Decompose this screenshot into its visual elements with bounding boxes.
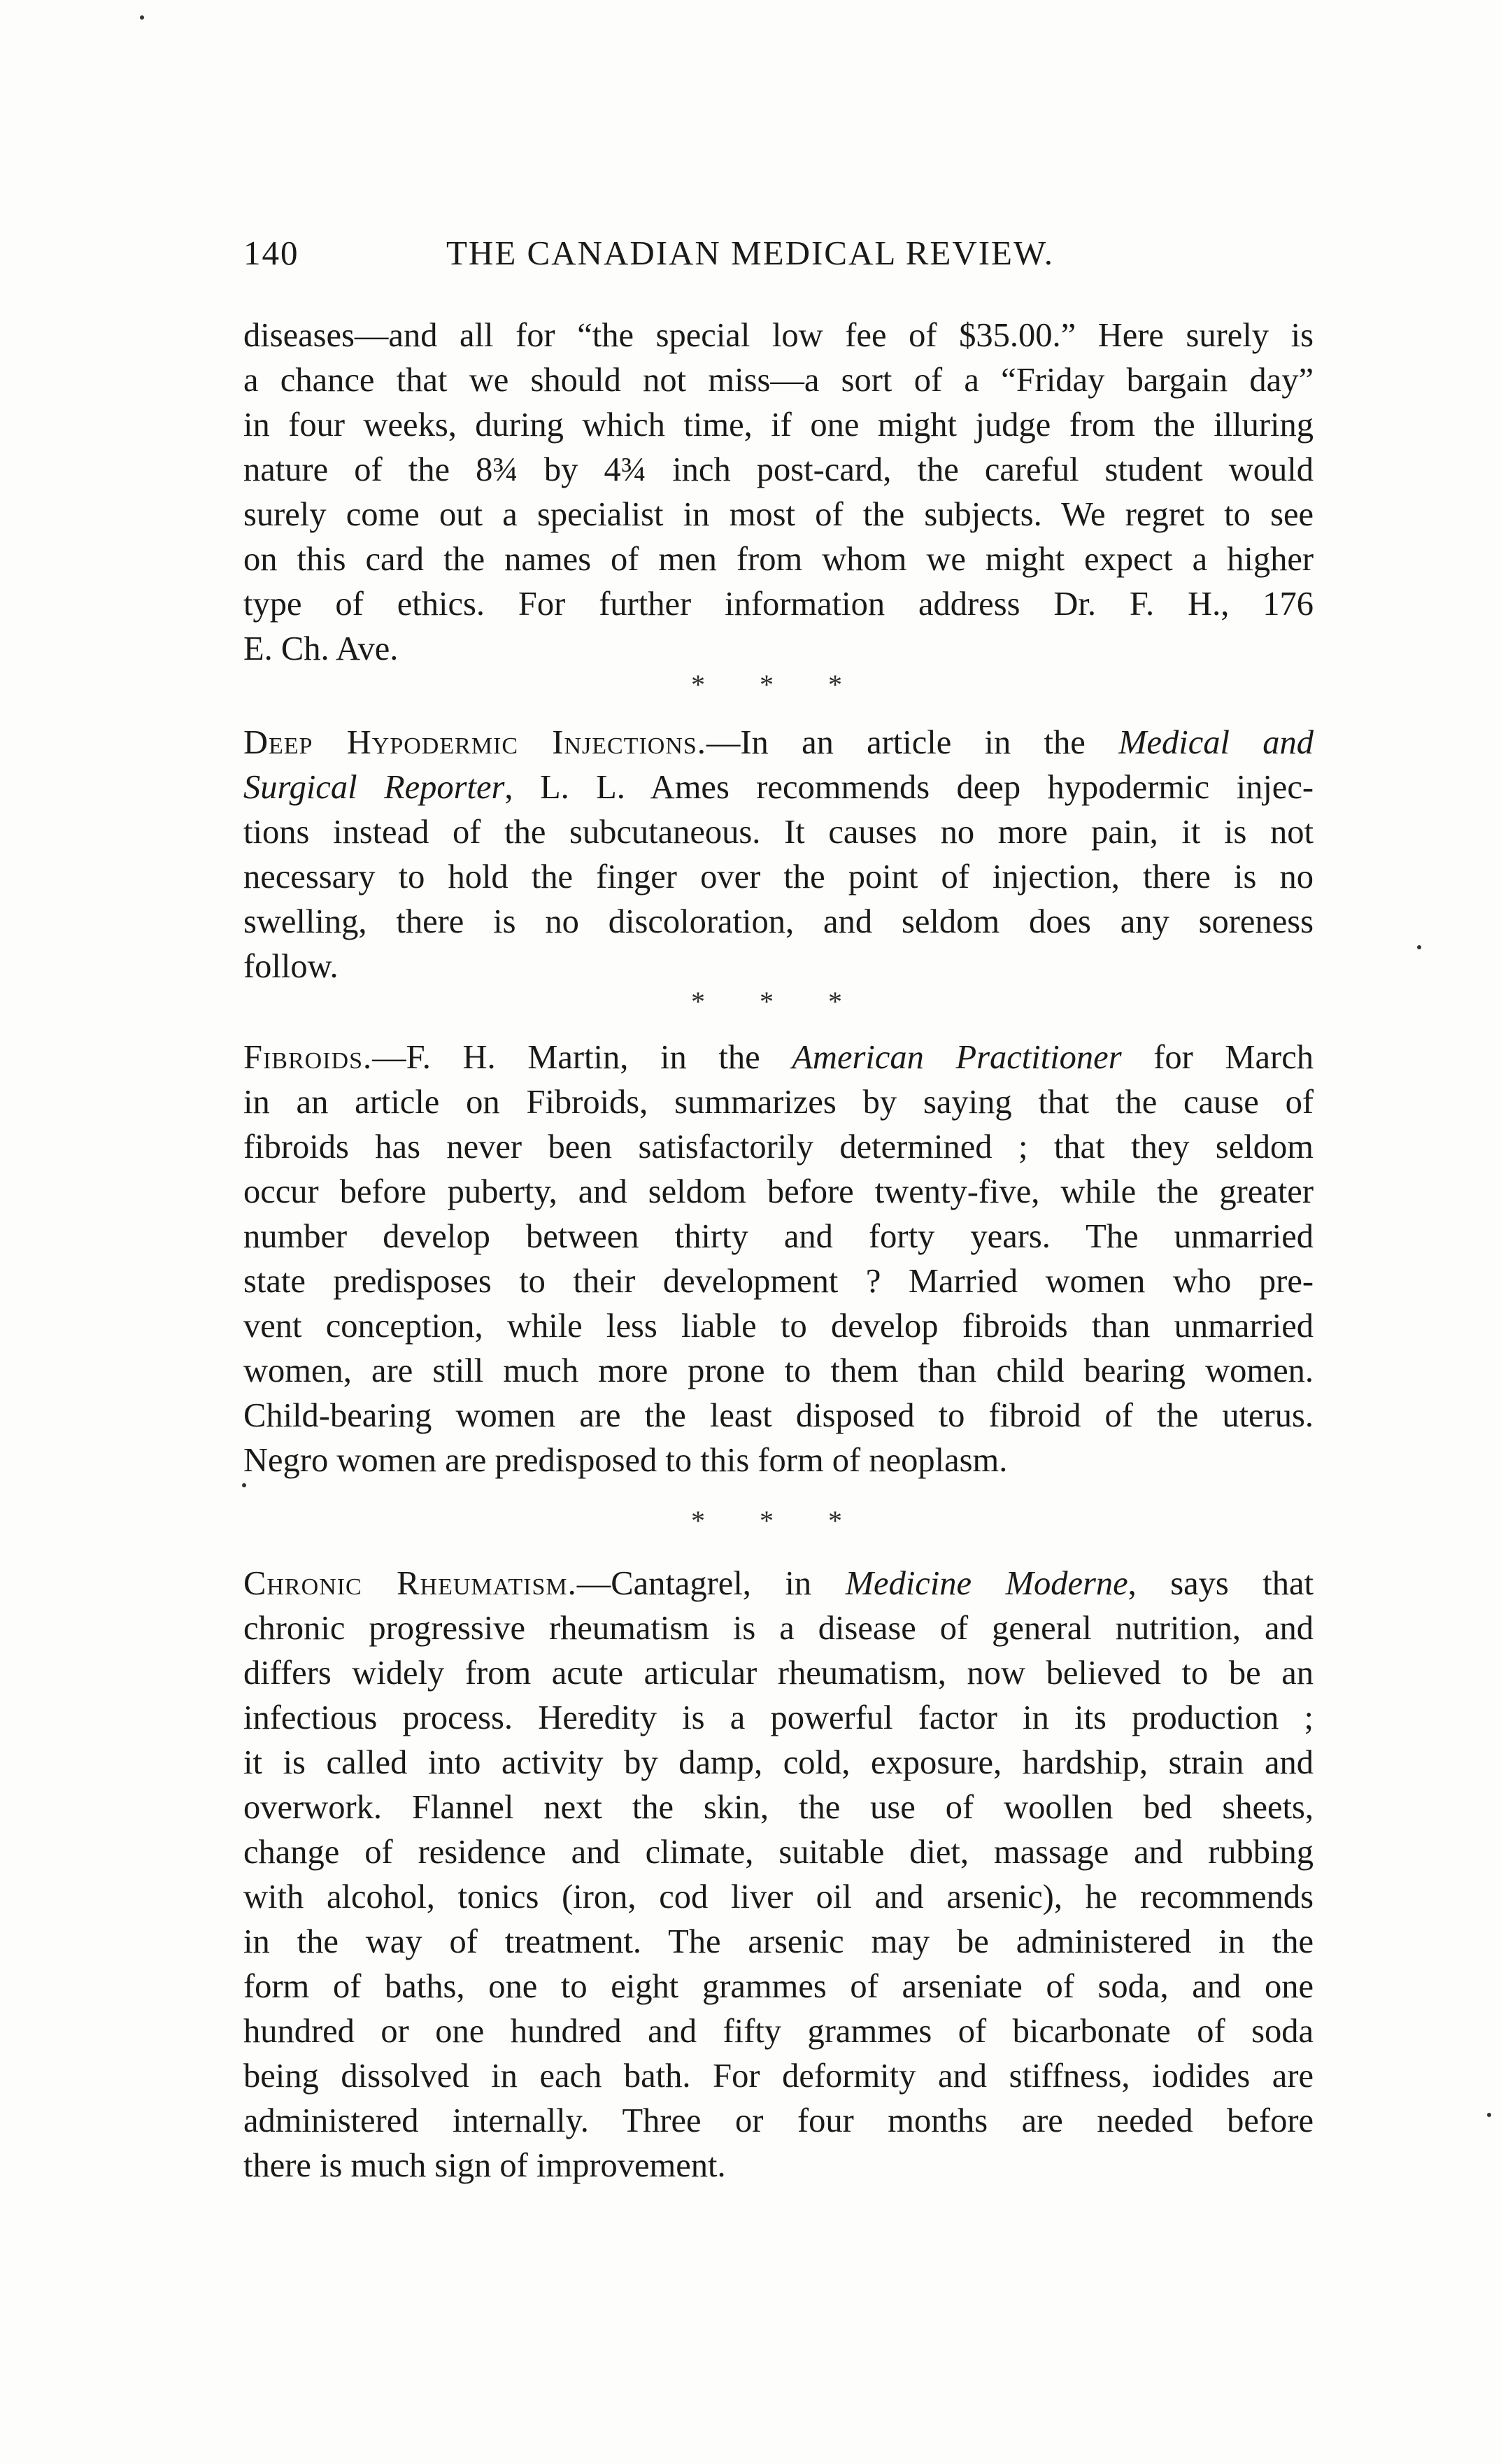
- text-line: nature of the 8¾ by 4¾ inch post-card, the careful student would: [243, 451, 1314, 488]
- text-line: in the way of treatment. The arsenic may be administered in the: [243, 1923, 1314, 1960]
- text-line: being dissolved in each bath. For deformity and stiffness, iodides are: [243, 2058, 1314, 2095]
- text-line: women, are still much more prone to them than child bearing women.: [243, 1352, 1314, 1389]
- text-line: overwork. Flannel next the skin, the use of woollen bed sheets,: [243, 1789, 1314, 1826]
- text-line: form of baths, one to eight grammes of arseniate of soda, and one: [243, 1968, 1314, 2005]
- text-line: follow.: [243, 948, 339, 985]
- text-line: Surgical Reporter, L. L. Ames recommends deep hypodermic injec-: [243, 769, 1314, 806]
- intro-paragraph: [243, 313, 1314, 672]
- text-line: change of residence and climate, suitable diet, massage and rubbing: [243, 1834, 1314, 1871]
- text-line: Fibroids.—F. H. Martin, in the American Practitioner for March: [243, 1039, 1314, 1076]
- section-divider: * * *: [691, 1505, 866, 1536]
- scan-speck: [1417, 945, 1421, 949]
- text-line: E. Ch. Ave.: [243, 630, 399, 667]
- text-line: chronic progressive rheumatism is a disease of general nutrition, and: [243, 1610, 1314, 1647]
- text-line: on this card the names of men from whom we might expect a higher: [243, 541, 1314, 578]
- text-line: in four weeks, during which time, if one might judge from the illuring: [243, 406, 1314, 444]
- scan-speck: [140, 15, 144, 20]
- journal-title: Medical and: [1118, 724, 1314, 761]
- text-line: necessary to hold the finger over the point of injection, there is no: [243, 858, 1314, 895]
- text-line: administered internally. Three or four months are needed before: [243, 2102, 1314, 2139]
- text-line: swelling, there is no discoloration, and seldom does any soreness: [243, 903, 1314, 940]
- text-line: a chance that we should not miss—a sort of a “Friday bargain day”: [243, 362, 1314, 399]
- text-line: occur before puberty, and seldom before twenty-five, while the greater: [243, 1173, 1314, 1210]
- text-line: Child-bearing women are the least disposed to fibroid of the uterus.: [243, 1397, 1314, 1434]
- text-line: Chronic Rheumatism.—Cantagrel, in Medicine Moderne, says that: [243, 1565, 1314, 1602]
- scan-speck: [1487, 2113, 1491, 2117]
- text-line: type of ethics. For further information address Dr. F. H., 176: [243, 586, 1314, 623]
- text-line: diseases—and all for “the special low fee of $35.00.” Here surely is: [243, 317, 1314, 354]
- page-number: 140: [243, 234, 299, 272]
- journal-title: Medicine Moderne: [845, 1565, 1128, 1602]
- text-line: Deep Hypodermic Injections.—In an article in the Medical and: [243, 724, 1314, 761]
- text-line: vent conception, while less liable to develop fibroids than unmarried: [243, 1308, 1314, 1345]
- section-divider: * * *: [691, 669, 866, 700]
- article-rheumatism: [243, 1562, 1314, 2188]
- article-hypodermic: [243, 721, 1314, 989]
- text-line: fibroids has never been satisfactorily determined ; that they seldom: [243, 1128, 1314, 1166]
- text-line: in an article on Fibroids, summarizes by saying that the cause of: [243, 1084, 1314, 1121]
- text-line: infectious process. Heredity is a powerful factor in its production ;: [243, 1699, 1314, 1736]
- text-line: tions instead of the subcutaneous. It causes no more pain, it is not: [243, 814, 1314, 851]
- article-heading: Fibroids.: [243, 1039, 373, 1076]
- text-line: Negro women are predisposed to this form of neoplasm.: [243, 1442, 1008, 1479]
- article-heading: Deep Hypodermic Injections.: [243, 724, 706, 761]
- text-line: state predisposes to their development ? Married women who pre-: [243, 1263, 1314, 1300]
- text-line: surely come out a specialist in most of the subjects. We regret to see: [243, 496, 1314, 533]
- scan-speck: [242, 1483, 246, 1487]
- section-divider: * * *: [691, 986, 866, 1017]
- text-line: differs widely from acute articular rheumatism, now believed to be an: [243, 1655, 1314, 1692]
- text-line: hundred or one hundred and fifty grammes of bicarbonate of soda: [243, 2013, 1314, 2050]
- text-line: number develop between thirty and forty years. The unmarried: [243, 1218, 1314, 1255]
- text-line: it is called into activity by damp, cold, exposure, hardship, strain and: [243, 1744, 1314, 1781]
- journal-title: Surgical Reporter: [243, 769, 505, 806]
- text-line: with alcohol, tonics (iron, cod liver oil and arsenic), he recommends: [243, 1878, 1314, 1916]
- journal-title: American Practitioner: [792, 1039, 1122, 1076]
- running-title: THE CANADIAN MEDICAL REVIEW.: [446, 234, 1054, 272]
- article-heading: Chronic Rheumatism.: [243, 1565, 577, 1602]
- article-fibroids: [243, 1035, 1314, 1483]
- text-line: there is much sign of improvement.: [243, 2147, 726, 2184]
- running-header: [243, 233, 1125, 282]
